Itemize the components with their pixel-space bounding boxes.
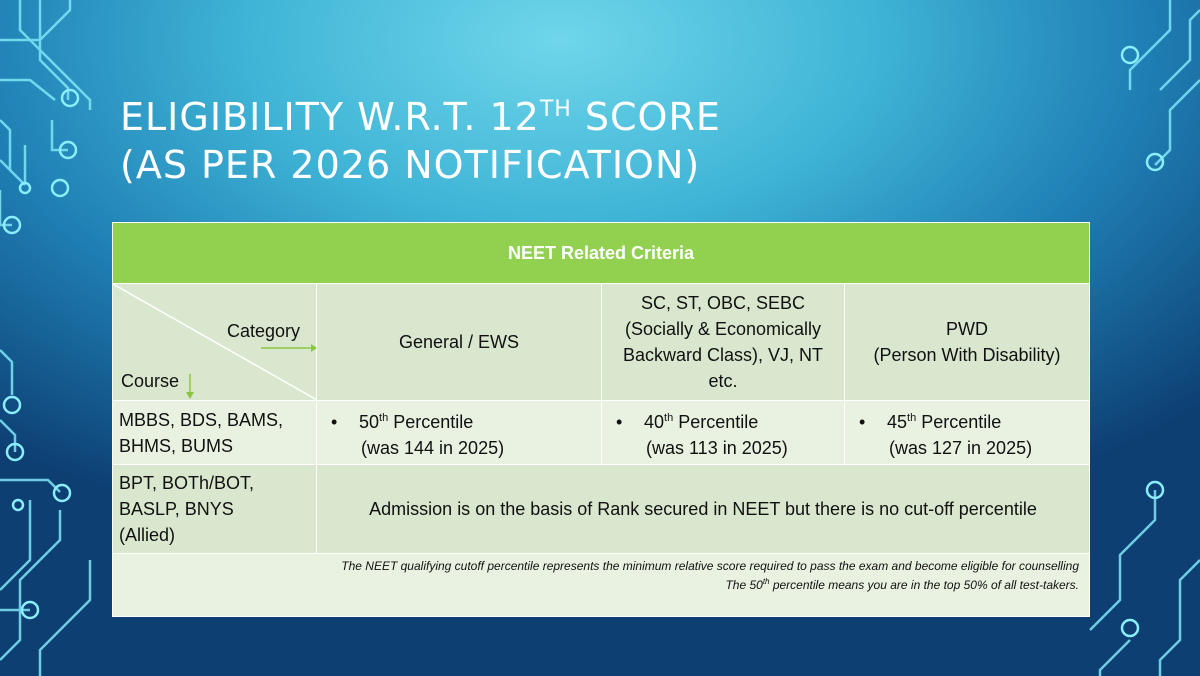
criteria-table [112, 222, 1089, 617]
title-line1-post: SCORE [571, 95, 721, 139]
title-line1-pre: ELIGIBILITY W.R.T. 12 [120, 95, 540, 139]
course-label: Course [121, 371, 180, 392]
percentile-num: 45 [887, 411, 908, 432]
bullet-icon: • [859, 411, 866, 432]
percentile-note: (was 113 in 2025) [646, 437, 788, 458]
slide-title [120, 86, 721, 189]
course-mbbs [113, 401, 317, 464]
col-reserved-line1: SC, ST, OBC, SEBC [640, 293, 806, 314]
col-pwd [845, 284, 1090, 401]
percentile-note: (was 127 in 2025) [889, 437, 1033, 458]
col-reserved-line3: Backward Class), VJ, NT [622, 345, 824, 366]
mbbs-reserved-cell [602, 401, 845, 464]
bullet-icon: • [616, 411, 623, 432]
percentile-num: 40 [644, 411, 665, 432]
allied-admission-text: Admission is on the basis of Rank secured in NEET but there is no cut-off percentile [317, 464, 1090, 553]
course-allied-line2: BASLP, BNYS [119, 498, 234, 519]
col-pwd-line1: PWD [946, 319, 988, 340]
percentile-sup: th [664, 411, 674, 424]
footnote-line1: The NEET qualifying cutoff percentile represents the minimum relative score required to pass the exam and become eligible for counselling [341, 558, 1079, 573]
mbbs-pwd-cell [845, 401, 1090, 464]
corner-cell [113, 284, 317, 401]
title-sup: TH [539, 97, 572, 122]
percentile-label: Percentile [673, 411, 759, 432]
footnote [113, 553, 1090, 616]
percentile-sup: th [907, 411, 917, 424]
category-label: Category [226, 321, 300, 342]
percentile-note: (was 144 in 2025) [361, 437, 505, 458]
course-mbbs-line1: MBBS, BDS, BAMS, [119, 409, 284, 430]
course-allied-line1: BPT, BOTh/BOT, [119, 472, 255, 493]
footnote-line2-pre: The 50 [725, 577, 763, 592]
bullet-icon: • [331, 411, 338, 432]
col-reserved-line4: etc. [708, 371, 738, 392]
title-line2: (AS PER 2026 NOTIFICATION) [120, 143, 701, 187]
table-header: NEET Related Criteria [113, 223, 1090, 284]
percentile-label: Percentile [388, 411, 474, 432]
col-reserved [602, 284, 845, 401]
col-reserved-line2: (Socially & Economically [624, 319, 822, 340]
course-allied [113, 464, 317, 553]
col-pwd-line2: (Person With Disability) [873, 345, 1061, 366]
col-general-ews [317, 284, 602, 401]
course-allied-line3: (Allied) [119, 524, 176, 545]
percentile-sup: th [379, 411, 389, 424]
mbbs-general-cell [317, 401, 602, 464]
footnote-line2-sup: th [762, 576, 770, 586]
course-mbbs-line2: BHMS, BUMS [119, 435, 234, 456]
percentile-num: 50 [359, 411, 380, 432]
percentile-label: Percentile [916, 411, 1002, 432]
footnote-line2-post: percentile means you are in the top 50% of all test-takers. [769, 577, 1079, 592]
col-general-line1: General / EWS [398, 332, 520, 353]
